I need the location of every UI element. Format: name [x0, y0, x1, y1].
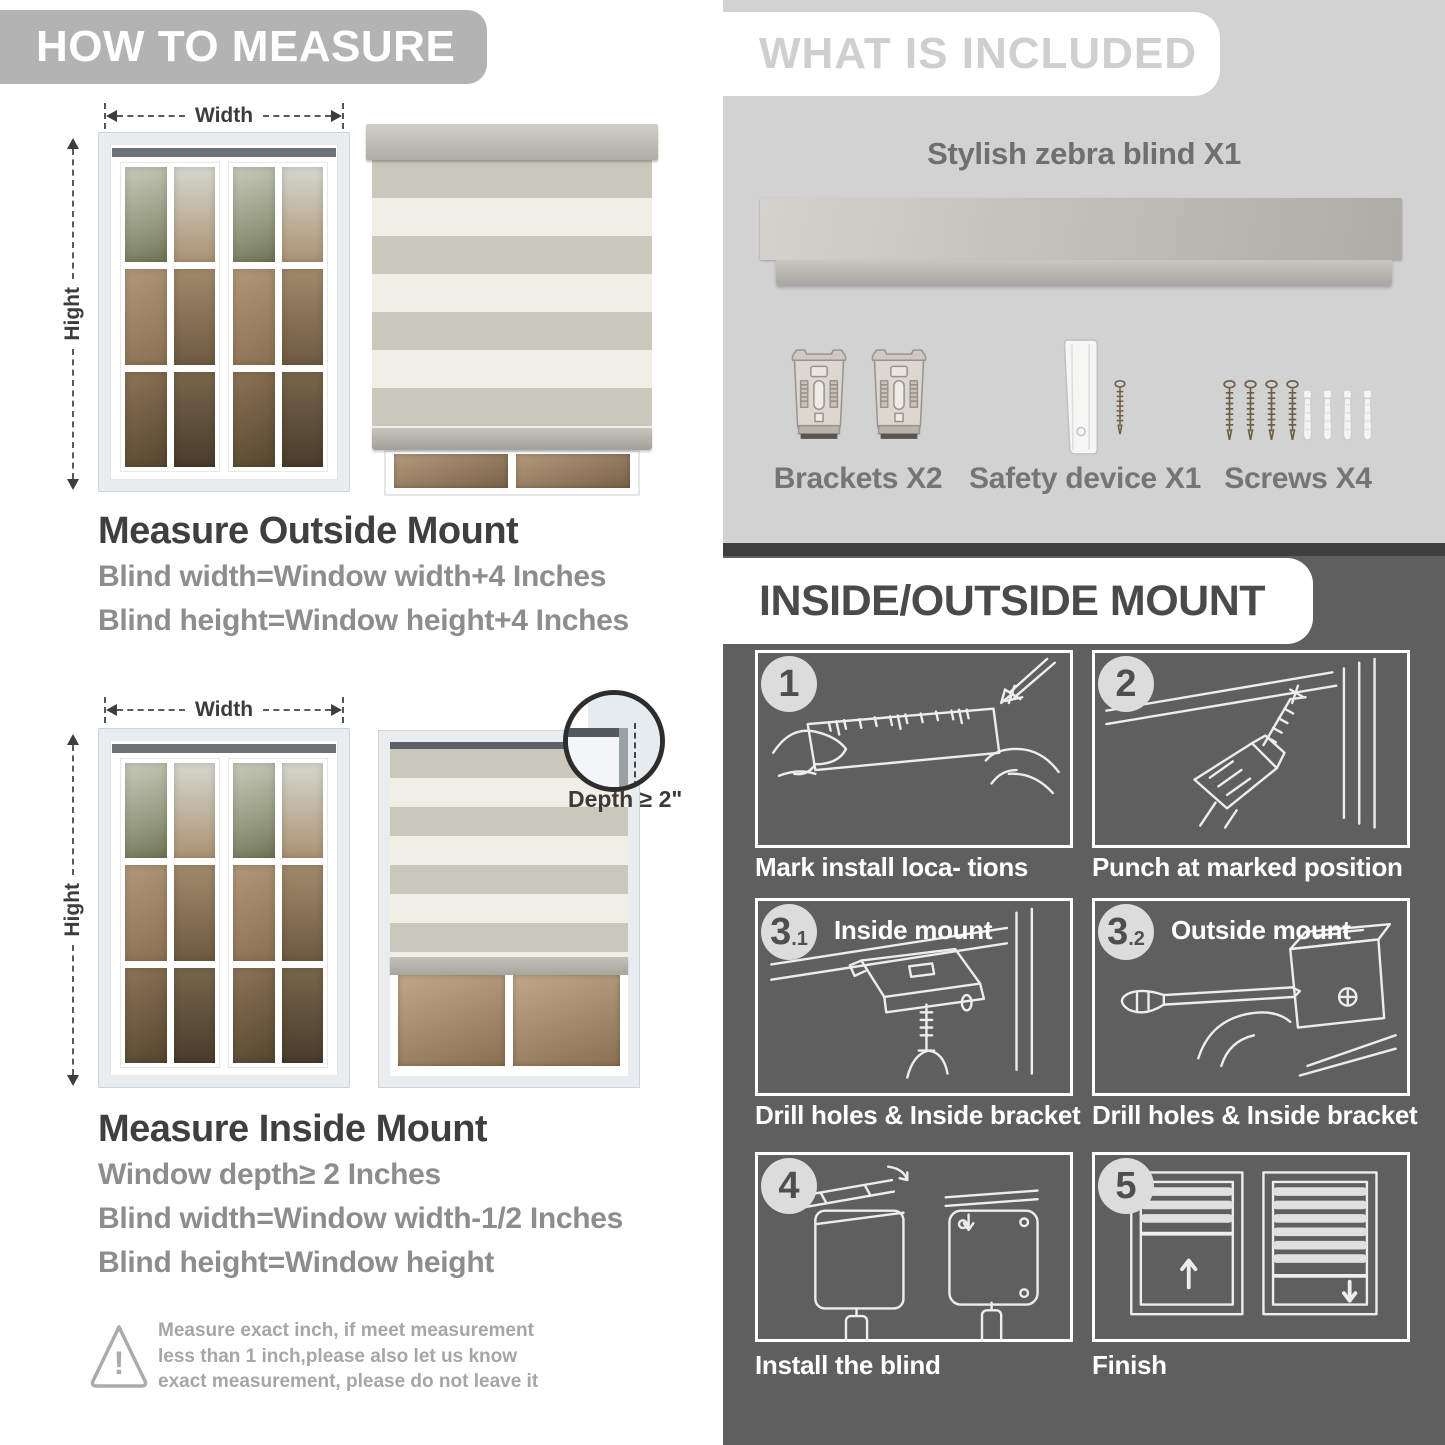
inside-rule-depth: Window depth≥ 2 Inches: [98, 1158, 441, 1191]
blind-headrail: [366, 124, 658, 160]
anchor-icon: [1320, 388, 1335, 442]
width-arrow-icon: [104, 106, 344, 126]
window-pane: [233, 167, 275, 262]
blind-cassette-image: [760, 198, 1402, 260]
window-photo-inside: [98, 728, 350, 1088]
window-pane: [174, 763, 216, 858]
window-pane: [125, 865, 167, 960]
outside-rule-width: Blind width=Window width+4 Inches: [98, 560, 607, 593]
step-2-badge: 2: [1098, 656, 1154, 712]
window-sash: [120, 162, 220, 472]
product-title: Stylish zebra blind X1: [927, 136, 1241, 171]
step-2-box: [1092, 650, 1410, 848]
step-4-badge: 4: [761, 1158, 817, 1214]
inside-outside-mount-header: [723, 558, 1313, 644]
how-to-measure-header: [0, 10, 487, 84]
blind-bottomrail: [372, 428, 652, 450]
window-below-blind: [384, 450, 640, 496]
step-4-caption: Install the blind: [755, 1350, 941, 1380]
inside-rule-width: Blind width=Window width-1/2 Inches: [98, 1202, 624, 1235]
window-photo-outside: [98, 132, 350, 492]
anchors-group: [1300, 388, 1375, 442]
outside-rule-height: Blind height=Window height+4 Inches: [98, 604, 629, 637]
step-5-box: [1092, 1152, 1410, 1342]
window-glass-below-blind: [390, 975, 628, 1066]
panel-divider: [723, 543, 1445, 556]
step-5-badge: 5: [1098, 1158, 1154, 1214]
screw-icon: [1112, 380, 1128, 436]
window-pane: [233, 269, 275, 364]
step-3-1-badge: 3 .1: [761, 904, 817, 960]
safety-device-label: Safety device X1: [968, 462, 1201, 495]
window-pane: [282, 763, 324, 858]
window-pane: [125, 968, 167, 1063]
blind-bottomrail: [390, 957, 628, 975]
window-pane: [282, 865, 324, 960]
step-1-caption: Mark install loca- tions: [755, 852, 1029, 882]
window-pane: [125, 763, 167, 858]
step-3-2-badge: 3 .2: [1098, 904, 1154, 960]
window-pane: [174, 968, 216, 1063]
window-pane: [282, 968, 324, 1063]
screws-group: [1222, 380, 1300, 442]
how-to-measure-title: HOW TO MEASURE: [36, 22, 456, 71]
screw-icon: [1243, 380, 1258, 442]
anchor-icon: [1340, 388, 1355, 442]
window-sash: [228, 758, 328, 1068]
what-is-included-title: WHAT IS INCLUDED: [759, 29, 1198, 78]
warning-text: Measure exact inch, if meet measurement less than 1 inch,please also let us know exact measurement, please do not leave it: [158, 1320, 539, 1393]
warning-exclamation: !: [113, 1345, 125, 1381]
height-label: Hight: [61, 287, 84, 341]
measure-outside-title: Measure Outside Mount: [98, 510, 519, 552]
window-pane: [282, 269, 324, 364]
height-label: Hight: [61, 883, 84, 937]
measure-inside-title: Measure Inside Mount: [98, 1108, 488, 1150]
window-head-shadow: [112, 744, 336, 753]
window-pane: [233, 763, 275, 858]
screw-icon: [1285, 380, 1300, 442]
step-3-2-box: [1092, 898, 1410, 1096]
height-arrow-icon: [62, 734, 84, 1086]
step-3-1-title: Inside mount: [834, 915, 993, 945]
blind-cassette-lip: [776, 260, 1392, 286]
window-pane: [174, 372, 216, 467]
bracket-icon: [786, 346, 852, 444]
up-arrow-icon: [1182, 1261, 1195, 1288]
window-pane: [233, 865, 275, 960]
warning-triangle-icon: [88, 1320, 150, 1392]
window-head-shadow: [112, 148, 336, 157]
screw-icon: [1264, 380, 1279, 442]
width-label: Width: [194, 698, 254, 721]
step-3-2-caption: Drill holes & Inside bracket: [1092, 1100, 1418, 1130]
screws-label: Screws X4: [1224, 462, 1372, 495]
step-5-caption: Finish: [1092, 1350, 1167, 1380]
step-3-1-box: [755, 898, 1073, 1096]
window-pane: [282, 372, 324, 467]
step-3-2-title: Outside mount: [1171, 915, 1351, 945]
window-pane: [233, 372, 275, 467]
zebra-blind-outside-mount: [366, 124, 658, 496]
step-4-box: [755, 1152, 1073, 1342]
window-pane: [125, 372, 167, 467]
window-pane: [125, 167, 167, 262]
width-arrow-icon: [104, 700, 344, 720]
window-pane: [174, 269, 216, 364]
window-sash: [228, 162, 328, 472]
window-sash: [120, 758, 220, 1068]
anchor-icon: [1300, 388, 1315, 442]
step-1-badge: 1: [761, 656, 817, 712]
safety-device-icon: [1058, 336, 1102, 462]
anchor-icon: [1360, 388, 1375, 442]
inside-rule-height: Blind height=Window height: [98, 1246, 495, 1279]
brackets-label: Brackets X2: [773, 462, 943, 495]
step-1-box: [755, 650, 1073, 848]
window-pane: [174, 865, 216, 960]
screw-icon: [1222, 380, 1237, 442]
depth-magnifier-icon: [563, 690, 665, 792]
width-label: Width: [194, 104, 254, 127]
zebra-blind-fabric: [372, 160, 652, 428]
down-arrow-icon: [1344, 1282, 1355, 1301]
what-is-included-header: [723, 12, 1220, 96]
window-pane: [174, 167, 216, 262]
window-pane: [125, 269, 167, 364]
inside-outside-mount-title: INSIDE/OUTSIDE MOUNT: [759, 577, 1266, 625]
window-pane: [233, 968, 275, 1063]
step-2-caption: Punch at marked position: [1092, 852, 1403, 882]
height-arrow-icon: [62, 138, 84, 490]
bracket-icon: [866, 346, 932, 444]
window-pane: [282, 167, 324, 262]
depth-label: Depth ≥ 2": [568, 786, 683, 812]
step-3-1-caption: Drill holes & Inside bracket: [755, 1100, 1081, 1130]
